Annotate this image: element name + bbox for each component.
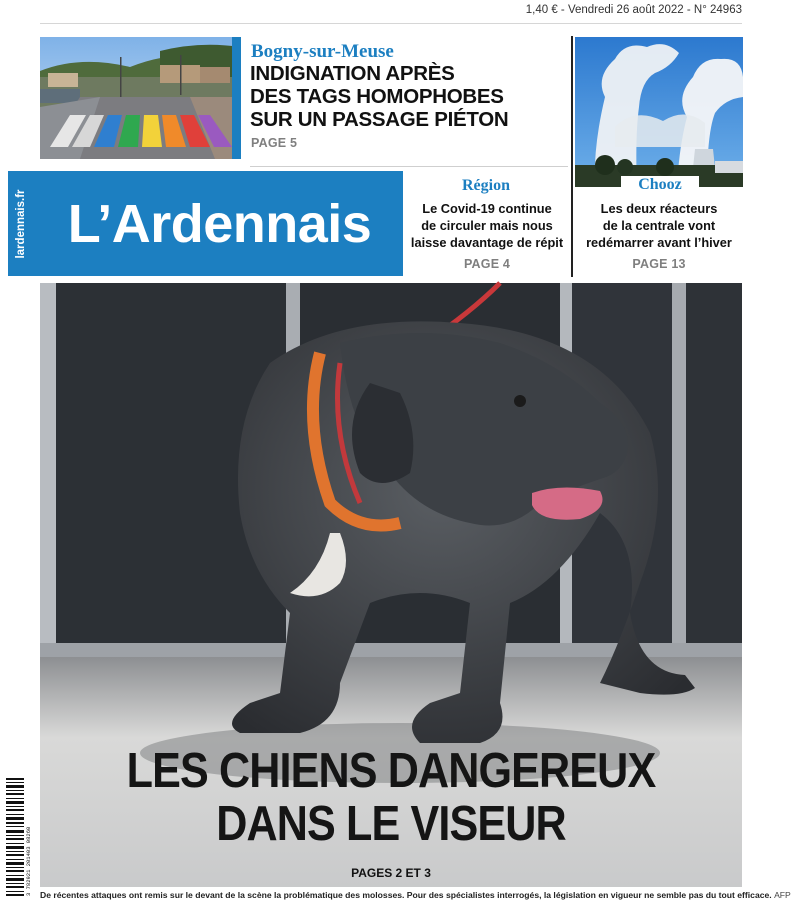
teaser-kicker-bogny[interactable]: Bogny-sur-Meuse (251, 41, 394, 62)
issue-meta-bar (40, 0, 742, 24)
website-label[interactable]: lardennais.fr (8, 171, 34, 276)
teaser-text-region[interactable]: Le Covid-19 continue de circuler mais nous laisse davantage de répit (410, 201, 564, 250)
main-story-pages: PAGES 2 ET 3 (351, 866, 431, 880)
teaser-kicker-region[interactable]: Région (462, 177, 510, 194)
teaser-accent-strip (232, 37, 241, 159)
crosswalk-photo[interactable] (40, 37, 240, 159)
photo-credit: AFP (774, 890, 791, 900)
teaser-headline-bogny[interactable]: INDIGNATION APRÈS DES TAGS HOMOPHOBES SUR UN PASSAGE PIÉTON (250, 62, 509, 131)
barcode-number: 3 782921 201403 08260 (25, 826, 32, 896)
teaser-page-bogny: PAGE 5 (251, 136, 298, 150)
main-headline[interactable]: LES CHIENS DANGEREUX DANS LE VISEUR (126, 744, 656, 851)
teaser-text-chooz[interactable]: Les deux réacteurs de la centrale vont redémarrer avant l’hiver (586, 201, 732, 250)
divider (250, 166, 568, 167)
cooling-towers-photo[interactable] (575, 37, 743, 187)
photo-caption: De récentes attaques ont remis sur le devant de la scène la problématique des molosses. Pour des spécialistes interrogés, la législation en vigueur ne semble pas du tout efficace. AFP (40, 890, 791, 900)
issue-meta: 1,40 € - Vendredi 26 août 2022 - N° 24963 (525, 4, 742, 16)
teaser-kicker-chooz[interactable]: Chooz (638, 176, 682, 193)
teaser-page-region: PAGE 4 (463, 257, 511, 271)
teaser-page-chooz: PAGE 13 (632, 257, 686, 271)
teaser-kicker-chooz-box (621, 176, 699, 196)
newspaper-logo[interactable]: L’Ardennais (67, 193, 372, 254)
barcode (6, 776, 32, 898)
